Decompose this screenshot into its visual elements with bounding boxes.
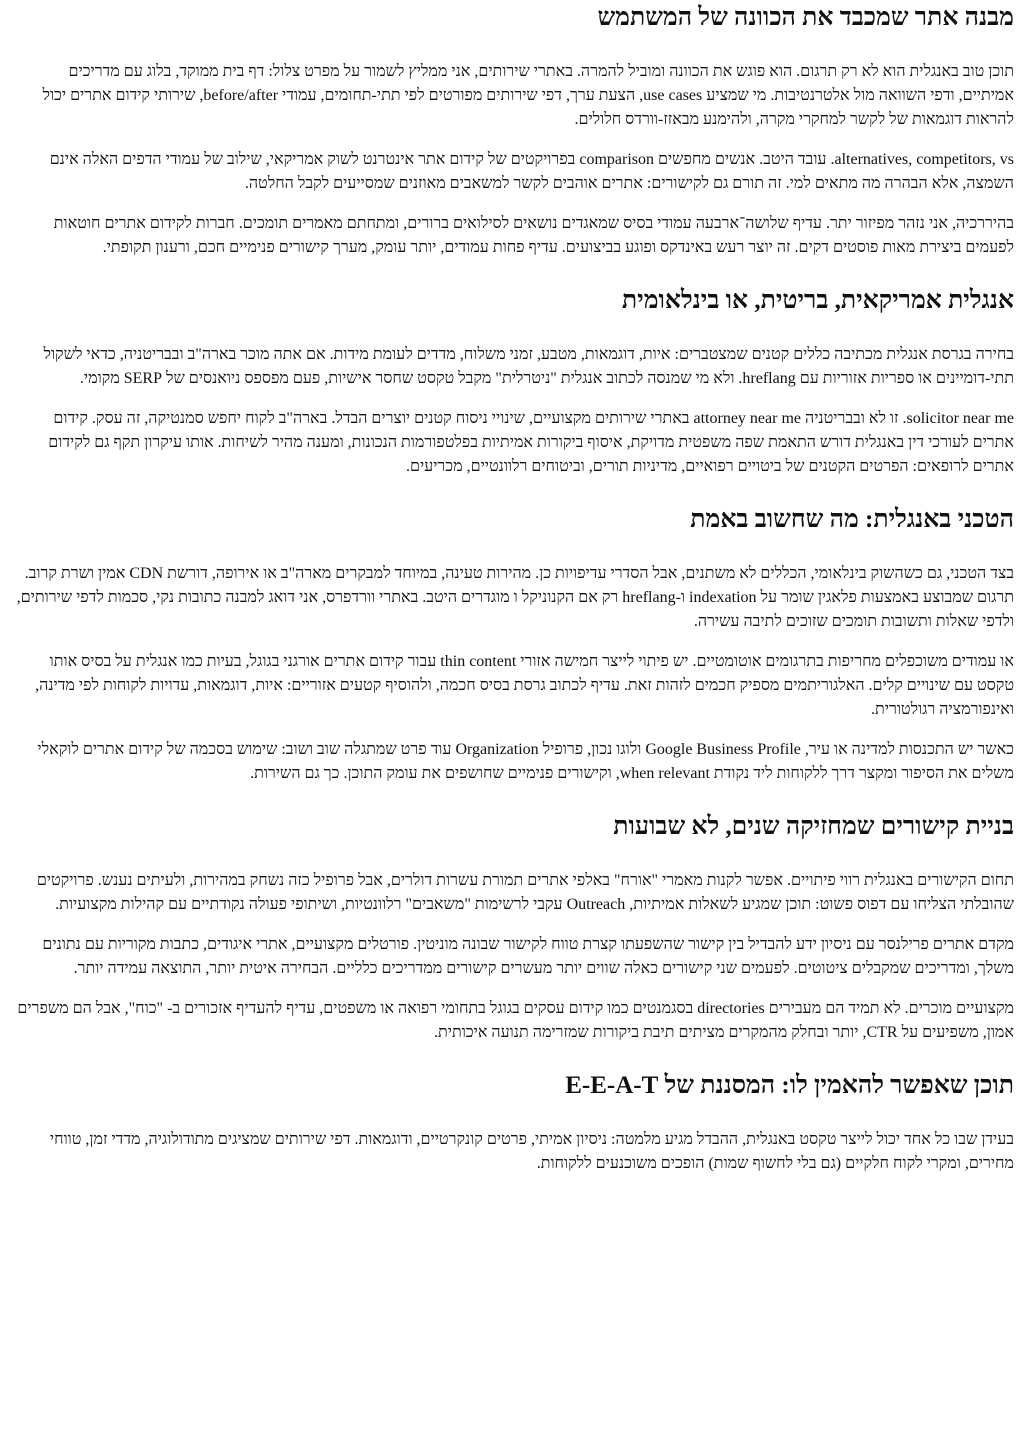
paragraph: alternatives, competitors, vs. עובד היטב. אנשים מחפשים comparison בפרויקטים של קידום אתר אינטרנט לשוק אמריקאי, שילוב של עמודי הדפים האלה אינם השמצה, אלא הבהרה מה מתאים למי. זה תורם גם לקישורים: אתרים אוהבים לקשר למשאבים מאוזנים שמסייעים לקבל החלטה. (49, 151, 1014, 192)
paragraph: בעידן שבו כל אחד יכול לייצר טקסט באנגלית, ההבדל מגיע מלמטה: ניסיון אמיתי, פרטים קונקרטיים, ודוגמאות. דפי שירותים שמציגים מתודולוגיה, מדדי זמן, טווחי מחירים, ומקרי לקוח חלקיים (גם בלי לחשוף שמות) הופכים משוכנעים ללקוחות. (49, 1131, 1014, 1172)
section-heading: מבנה אתר שמכבד את הכוונה של המשתמש (597, 4, 1014, 31)
section-heading: אנגלית אמריקאית, בריטית, או בינלאומית (621, 287, 1014, 314)
paragraph: כאשר יש התכנסות למדינה או עיר, Google Business Profile ולוגו נכון, פרופיל Organization עוד פרט שמתגלה שוב ושוב: שימוש בסכמה של קידום אתרים לוקאלי משלים את הסיפור ומקצר דרך ללקוחות ליד נקודת when relevant, וקישורים פנימיים שחושפים את עומק התוכן. כך גם השירות. (37, 741, 1014, 782)
paragraph: תחום הקישורים באנגלית רווי פיתויים. אפשר לקנות מאמרי "אורח" באלפי אתרים תמורת עשרות דולרים, אבל פרופיל כזה נשחק במהירות, ולעיתים נענש. פרויקטים שהובלתי הצליחו עם דפוס פשוט: תוכן שמגיע לשאלות אמיתיות, Outreach עקבי לרשימות "משאבים" רלוונטיות, ושיתופי פעולה נקודתיים עם קהילות מקצועיות. (36, 872, 1014, 913)
section-heading: בניית קישורים שמחזיקה שנים, לא שבועות (613, 813, 1014, 840)
section-heading: הטכני באנגלית: מה שחשוב באמת (690, 506, 1014, 533)
paragraph: solicitor near me. זו לא ובבריטניה attorney near me באתרי שירותים מקצועיים, שינויי ניסוח קטנים יוצרים הבדל. בארה"ב לקוח יחפש סמנטיקה, זה עסק. קידום אתרים לעורכי דין באנגלית דורש התאמת שפה משפטית מדויקת, איסוף ביקורות אמיתיות בפלטפורמות הנכונות, ומענה מהיר לשיחות. אותו עיקרון תקף גם לקידום אתרים לרופאים: הפרטים הקטנים של ביטויים רפואיים, מדיניות תורים, וביטוחים רלוונטיים, מכריעים. (48, 410, 1014, 475)
paragraph: תוכן טוב באנגלית הוא לא רק תרגום. הוא פוגש את הכוונה ומוביל להמרה. באתרי שירותים, אני ממליץ לשמור על מפרט צלול: דף בית ממוקד, בלוג עם מדריכים אמיתיים, ודפי השוואה מול אלטרנטיבות. מי שמציע use cases, הצעת ערך, דפי שירותים מפורטים לפי תתי-תחומים, עמודי before/after, שירותי קידום אתרים יכול להראות דוגמאות של לקשר למחקרי מקרה, ולהימנע מבאזז-וורדס חלולים. (42, 63, 1014, 128)
paragraph: בחירה בגרסת אנגלית מכתיבה כללים קטנים שמצטברים: איות, דוגמאות, מטבע, זמני משלוח, מדדים לעומת מידות. אם אתה מוכר בארה"ב ובבריטניה, כדאי לשקול תתי-דומיינים או ספריות אזוריות עם hreflang. ולא מי שמנסה לכתוב אנגלית "ניטרלית" מקבל טקסט שחסר אישיות, פעם מפספס ניואנסים של SERP מקומי. (43, 346, 1014, 387)
section-english-variant (10, 285, 1014, 479)
paragraph: בצד הטכני, גם כשהשוק בינלאומי, הכללים לא משתנים, אבל הסדרי עדיפויות כן. מהירות טעינה, במיוחד למבקרים מארה"ב או אירופה, דורשת CDN אמין ושרת קרוב. תרגום שמבוצע באמצעות פלאגין שומר על indexation ו-hreflang רק אם הקנוניקל ו מוגדרים היטב. באתרי וורדפרס, אני דואג למבנה כתובות נקי, סכמות לדפי שירותים, ולדפי שאלות ותשובות תומכים שזוכים לתיבה עשירה. (16, 565, 1014, 630)
section-link-building (10, 811, 1014, 1045)
paragraph: או עמודים משוכפלים מחריפות בתרגומים אוטומטיים. יש פיתוי לייצר חמישה אזורי thin content עבור קידום אתרים אורגני בגוגל, בעיות כמו אנגלית על בסיס אותו טקסט עם שינויים קלים. האלגוריתמים מספיק חכמים לזהות זאת. עדיף לכתוב גרסת בסיס חכמה, ולהוסיף קטעים אזוריים: איות, דוגמאות, עדויות לקוחות לפי מדינה, ואינפורמציה רגולטורית. (35, 653, 1014, 718)
section-site-structure (10, 2, 1014, 260)
paragraph: מקדם אתרים פרילנסר עם ניסיון ידע להבדיל בין קישור שהשפעתו קצרת טווח לקישור שבונה מוניטין. פורטלים מקצועיים, אתרי איגודים, כתבות מקוריות עם נתונים משלך, ומדריכים שמקבלים ציטוטים. לפעמים שני קישורים כאלה שווים יותר מעשרים קישורים ממדריכים כלליים. הבחירה איטית יותר, התוצאה עמידה יותר. (42, 936, 1014, 977)
paragraph: מקצועיים מוכרים. לא תמיד הם מעבירים directories בסגמנטים כמו קידום עסקים בגוגל בתחומי רפואה או משפטים, עדיף להעדיף אזכורים ב- "כוח", אבל הם משפרים אמון, משפיעים על CTR, יותר ובחלק מהמקרים מציתים תיבת ביקורות שמזרימה תנועה איכותית. (17, 1000, 1014, 1041)
paragraph: בהיררכיה, אני נזהר מפיזור יתר. עדיף שלושה־ארבעה עמודי בסיס שמאגדים נושאים לסילואים ברורים, ומתחתם מאמרים תומכים. חברות לקידום אתרים חוטאות לפעמים ביצירת מאות פוסטים דקים. זה יוצר רעש באינדקס ופוגע בביצועים. עדיף פחות עמודים, יותר עומק, מערך קישורים פנימיים חכם, ורענון תקופתי. (53, 215, 1014, 256)
section-heading: תוכן שאפשר להאמין לו: המסננת של E-E-A-T (565, 1072, 1014, 1099)
section-eeat (10, 1070, 1014, 1176)
section-technical (10, 504, 1014, 786)
